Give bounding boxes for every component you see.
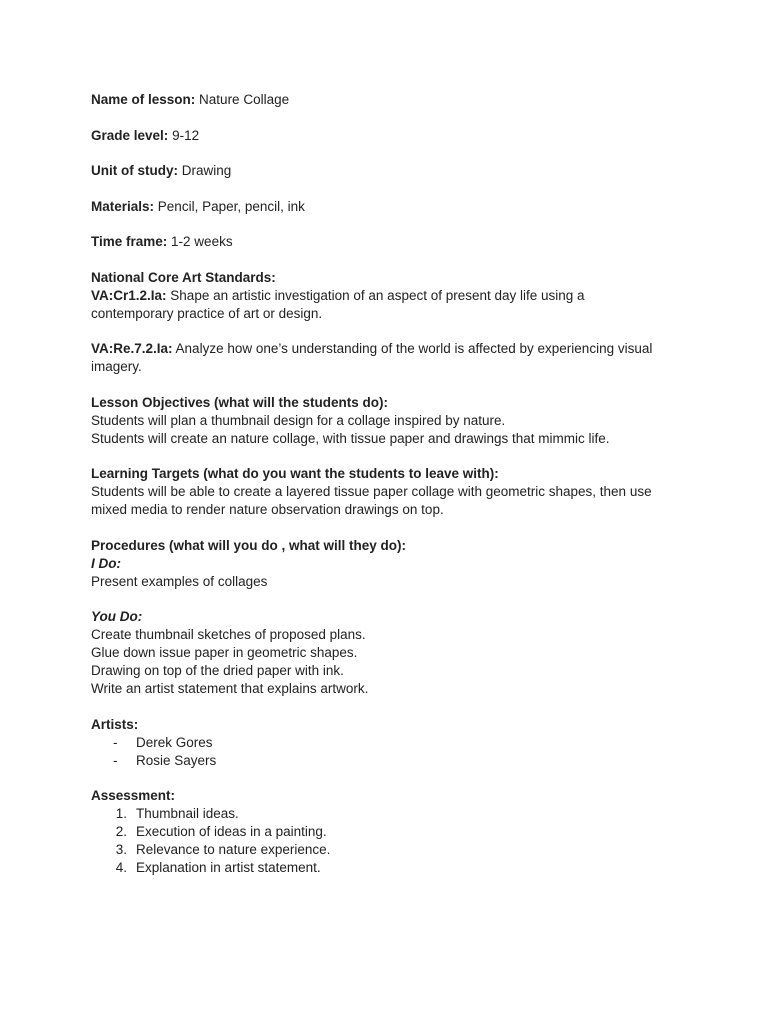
standard-re-text: Analyze how one’s understanding of the world is affected by experiencing visual bbox=[175, 341, 653, 356]
objectives-heading: Lesson Objectives (what will the students do): bbox=[91, 394, 389, 410]
assessment-text: Explanation in artist statement. bbox=[136, 860, 321, 875]
artist-name: Rosie Sayers bbox=[136, 752, 217, 768]
standard-re-line1 bbox=[91, 340, 691, 358]
materials-label: Materials: bbox=[91, 198, 155, 214]
standard-re-code: VA:Re.7.2.Ia: bbox=[91, 341, 173, 356]
grade-level-label: Grade level: bbox=[91, 127, 169, 143]
assessment-number: 1. bbox=[115, 806, 127, 821]
i-do-line1: Present examples of collages bbox=[91, 573, 268, 589]
targets-line2: mixed media to render nature observation drawings on top. bbox=[91, 502, 444, 517]
time-frame-row bbox=[91, 233, 691, 251]
lesson-name-value: Nature Collage bbox=[199, 92, 290, 107]
assessment-text: Execution of ideas in a painting. bbox=[136, 824, 327, 839]
assessment-list-item bbox=[91, 859, 691, 877]
list-dash-marker: - bbox=[113, 752, 118, 768]
standard-cr-text: Shape an artistic investigation of an aspect of present day life using a bbox=[170, 287, 585, 303]
you-do-line: Write an artist statement that explains artwork. bbox=[91, 681, 369, 696]
grade-level-value: 9-12 bbox=[172, 127, 200, 143]
materials-row bbox=[91, 198, 691, 216]
assessment-number: 4. bbox=[115, 860, 127, 875]
standard-re-line2: imagery. bbox=[91, 359, 142, 374]
objectives-line2: Students will create an nature collage, with tissue paper and drawings that mimmic life. bbox=[91, 430, 610, 446]
standard-cr-code: VA:Cr1.2.Ia: bbox=[91, 287, 167, 303]
artist-list-item bbox=[91, 752, 691, 770]
assessment-heading: Assessment: bbox=[91, 788, 176, 803]
targets-heading: Learning Targets (what do you want the students to leave with): bbox=[91, 466, 499, 481]
artist-name: Derek Gores bbox=[136, 734, 213, 750]
materials-value: Pencil, Paper, pencil, ink bbox=[157, 198, 305, 214]
you-do-label: You Do: bbox=[91, 609, 143, 624]
time-frame-label: Time frame: bbox=[91, 234, 168, 249]
assessment-text: Thumbnail ideas. bbox=[136, 806, 239, 821]
unit-of-study-label: Unit of study: bbox=[91, 163, 178, 178]
unit-of-study-row bbox=[91, 162, 691, 180]
assessment-text: Relevance to nature experience. bbox=[136, 842, 331, 857]
unit-of-study-value: Drawing bbox=[181, 163, 232, 178]
objectives-line1: Students will plan a thumbnail design for a collage inspired by nature. bbox=[91, 412, 506, 428]
list-dash-marker: - bbox=[113, 734, 118, 750]
targets-line1: Students will be able to create a layered tissue paper collage with geometric shapes, then use bbox=[91, 484, 652, 499]
artists-heading: Artists: bbox=[91, 716, 139, 732]
assessment-list-item bbox=[91, 823, 691, 841]
assessment-list-item bbox=[91, 805, 691, 823]
lesson-name-label: Name of lesson: bbox=[91, 92, 196, 107]
lesson-name-row bbox=[91, 91, 691, 109]
grade-level-row bbox=[91, 127, 691, 145]
standard-cr-line2: contemporary practice of art or design. bbox=[91, 305, 323, 321]
procedures-heading: Procedures (what will you do , what will they do): bbox=[91, 537, 407, 553]
you-do-line: Glue down issue paper in geometric shapes. bbox=[91, 645, 358, 660]
assessment-number: 3. bbox=[115, 842, 127, 857]
assessment-list-item bbox=[91, 841, 691, 859]
standards-heading: National Core Art Standards: bbox=[91, 269, 276, 285]
you-do-line: Create thumbnail sketches of proposed plans. bbox=[91, 627, 366, 642]
lesson-plan-document bbox=[91, 91, 691, 877]
you-do-line: Drawing on top of the dried paper with ink. bbox=[91, 663, 344, 678]
standard-cr-line1 bbox=[91, 287, 691, 305]
assessment-number: 2. bbox=[115, 824, 127, 839]
artist-list-item bbox=[91, 734, 691, 752]
time-frame-value: 1-2 weeks bbox=[171, 234, 233, 249]
i-do-label: I Do: bbox=[91, 555, 121, 571]
